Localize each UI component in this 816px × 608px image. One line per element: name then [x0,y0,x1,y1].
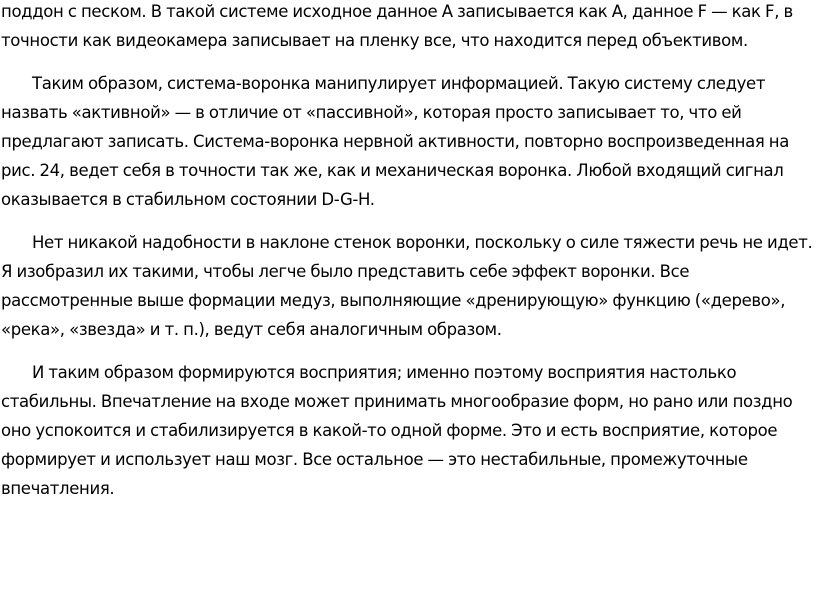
paragraph-3: Нет никакой надобности в наклоне стенок воронки, поскольку о силе тяжести речь не идет. Я изобразил их такими, чтобы легче было представить себе эффект воронки. Все рассмотренные выше формации медуз, выполняющие «дренирующую» функцию («дерево», «река», «звезда» и т. п.), ведут себя аналогичным образом. [1,233,813,339]
paragraph-1: поддон с песком. В такой системе исходное данное А записывается как А, данное F — как F, в точности как видеокамера записывает на пленку все, что находится перед объективом. [1,2,793,50]
paragraph-2: Таким образом, система-воронка манипулирует информацией. Такую систему следует назвать «активной» — в отличие от «пассивной», которая просто записывает то, что ей предлагают записать. Система-воронка нервной активности, повторно воспроизведенная на рис. 24, ведет себя в точности так же, как и механическая воронка. Любой входящий сигнал оказывается в стабильном состоянии D-G-H. [1,74,790,209]
paragraph-4: И таким образом формируются восприятия; именно поэтому восприятия настолько стабильны. Впечатление на входе может принимать многообразие форм, но рано или поздно оно успокоится и стабилизируется в какой-то одной форме. Это и есть восприятие, которое формирует и использует наш мозг. Все остальное — это нестабильные, промежуточные впечатления. [1,363,793,498]
